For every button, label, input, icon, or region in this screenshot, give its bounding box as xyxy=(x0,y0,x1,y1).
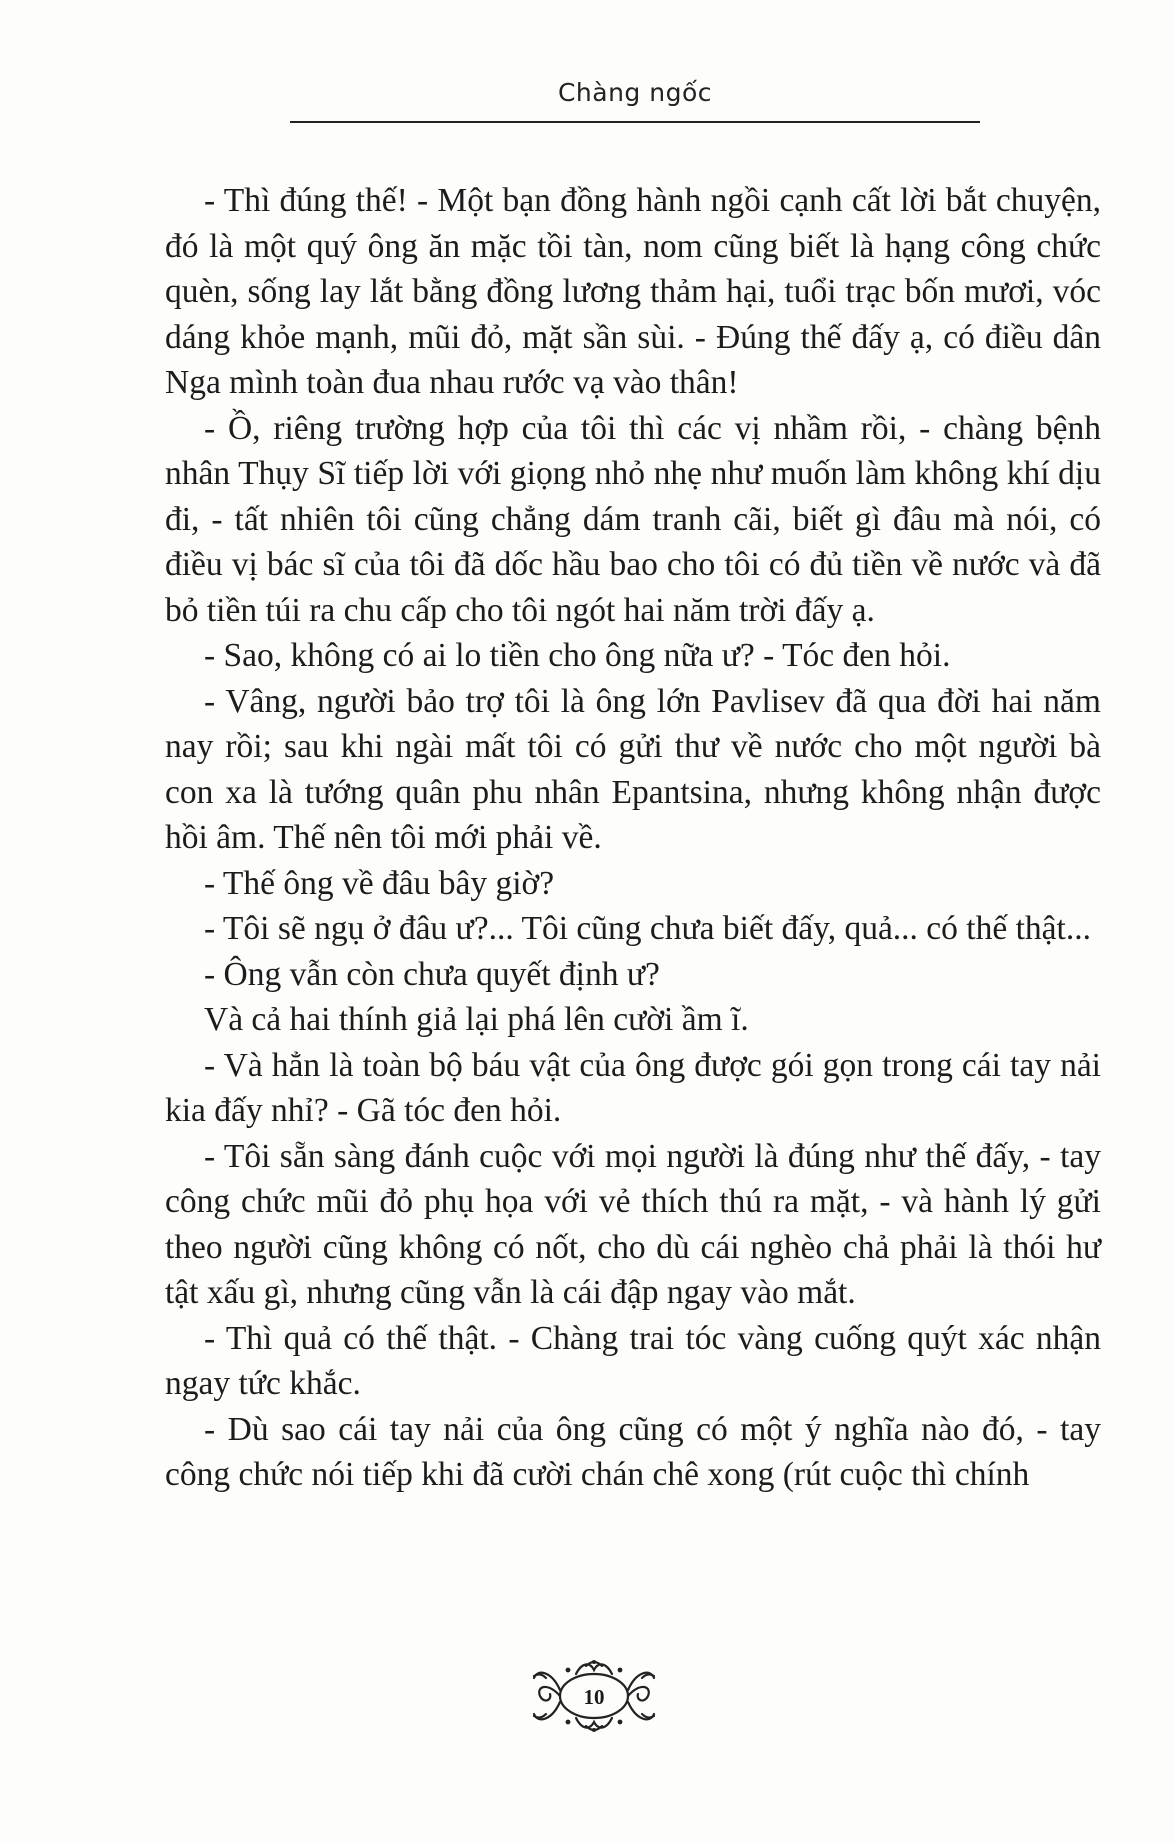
paragraph: - Và hẳn là toàn bộ báu vật của ông được gói gọn trong cái tay nải kia đấy nhỉ? - Gã tóc đen hỏi. xyxy=(165,1046,1101,1129)
paragraph: - Ồ, riêng trường hợp của tôi thì các vị nhầm rồi, - chàng bệnh nhân Thụy Sĩ tiếp lời với giọng nhỏ nhẹ như muốn làm không khí dịu đi, - tất nhiên tôi cũng chẳng dám tranh cãi, biết gì đâu mà nói, có điều vị bác sĩ của tôi đã dốc hầu bao cho tôi có đủ tiền về nước và đã bỏ tiền túi ra chu cấp cho tôi ngót hai năm trời đấy ạ. xyxy=(165,409,1101,629)
running-header: Chàng ngốc xyxy=(557,78,713,107)
paragraph: - Thì đúng thế! - Một bạn đồng hành ngồi cạnh cất lời bắt chuyện, đó là một quý ông ăn mặc tồi tàn, nom cũng biết là hạng công chức quèn, sống lay lắt bằng đồng lương thảm hại, tuổi trạc bốn mươi, vóc dáng khỏe mạnh, mũi đỏ, mặt sần sùi. - Đúng thế đấy ạ, có điều dân Nga mình toàn đua nhau rước vạ vào thân! xyxy=(165,182,1101,401)
paragraph: - Tôi sẽ ngụ ở đâu ư?... Tôi cũng chưa biết đấy, quả... có thế thật... xyxy=(204,910,1091,947)
page-number-ornament xyxy=(530,1656,658,1736)
page-number: 10 xyxy=(583,1685,605,1709)
header-rule xyxy=(290,121,980,123)
paragraph: - Tôi sẵn sàng đánh cuộc với mọi người là đúng như thế đấy, - tay công chức mũi đỏ phụ họa với vẻ thích thú ra mặt, - và hành lý gửi theo người cũng không có nốt, cho dù cái nghèo chả phải là thói hư tật xấu gì, nhưng cũng vẫn là cái đập ngay vào mắt. xyxy=(165,1137,1101,1311)
paragraph: - Thì quả có thế thật. - Chàng trai tóc vàng cuống quýt xác nhận ngay tức khắc. xyxy=(165,1319,1101,1402)
body-text xyxy=(165,178,1101,1498)
paragraph: - Vâng, người bảo trợ tôi là ông lớn Pavlisev đã qua đời hai năm nay rồi; sau khi ngài mất tôi có gửi thư về nước cho một người bà con xa là tướng quân phu nhân Epantsina, nhưng không nhận được hồi âm. Thế nên tôi mới phải về. xyxy=(165,682,1101,856)
paragraph: - Ông vẫn còn chưa quyết định ư? xyxy=(204,955,660,993)
paragraph: Và cả hai thính giả lại phá lên cười ầm ĩ. xyxy=(204,1001,749,1038)
paragraph: - Sao, không có ai lo tiền cho ông nữa ư? - Tóc đen hỏi. xyxy=(204,637,951,674)
paragraph: - Thế ông về đâu bây giờ? xyxy=(204,864,555,902)
paragraph: - Dù sao cái tay nải của ông cũng có một ý nghĩa nào đó, - tay công chức nói tiếp khi đã cười chán chê xong (rút cuộc thì chính xyxy=(165,1410,1101,1493)
